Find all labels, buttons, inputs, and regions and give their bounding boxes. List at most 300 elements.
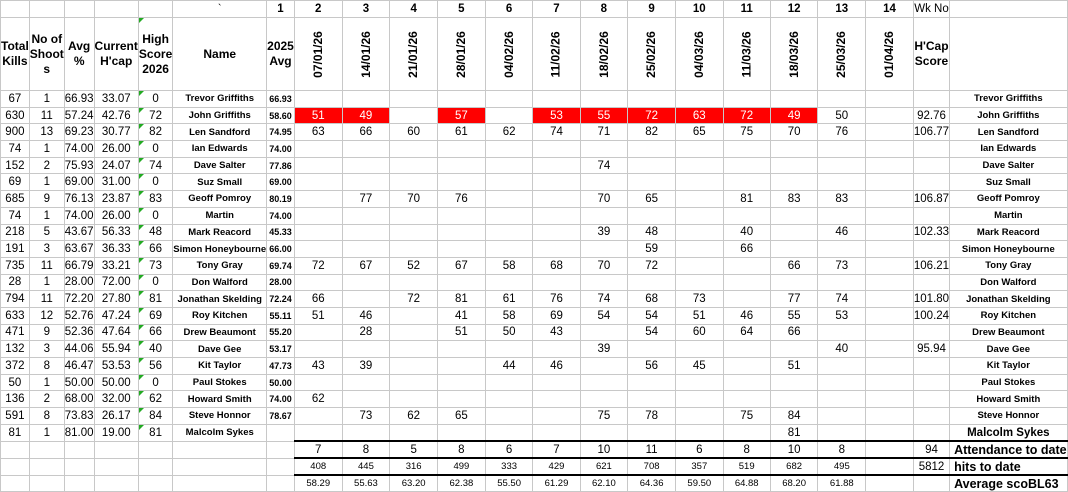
week-score [390, 274, 438, 291]
week-number: 1 [267, 1, 295, 18]
total-kills: 735 [1, 257, 30, 274]
week-score [485, 91, 533, 108]
week-score: 43 [533, 324, 580, 341]
week-number: 8 [580, 1, 628, 18]
week-score: 75 [723, 408, 770, 425]
table-row [1, 224, 1068, 241]
week-score [390, 174, 438, 191]
current-hcap: 47.24 [94, 307, 138, 324]
week-score [628, 374, 676, 391]
current-hcap: 36.33 [94, 241, 138, 258]
player-name: Dave Salter [173, 157, 267, 174]
week-score [438, 391, 486, 408]
date-header [675, 18, 723, 91]
current-hcap: 33.21 [94, 257, 138, 274]
hcap-score [913, 207, 949, 224]
week-score [675, 207, 723, 224]
player-name-right: Drew Beaumont [950, 324, 1068, 341]
week-score [533, 157, 580, 174]
week-score: 45 [675, 358, 723, 375]
week-score: 53 [533, 107, 580, 124]
date-header [533, 18, 580, 91]
player-name: Steve Honnor [173, 408, 267, 425]
hits-value: 408 [294, 458, 342, 475]
average-value: 68.20 [770, 475, 818, 492]
average-total [913, 475, 949, 492]
no-of-shoots: 1 [29, 91, 64, 108]
week-score [723, 157, 770, 174]
week-score: 82 [628, 124, 676, 141]
no-of-shoots: 9 [29, 191, 64, 208]
week-score [533, 141, 580, 158]
week-score [723, 291, 770, 308]
week-score: 65 [675, 124, 723, 141]
week-score: 43 [294, 358, 342, 375]
high-score: 0 [138, 91, 172, 108]
week-score [438, 424, 486, 441]
current-hcap: 32.00 [94, 391, 138, 408]
header-current-hcap: Current H'cap [94, 18, 138, 91]
hcap-score [913, 408, 949, 425]
current-hcap: 26.00 [94, 141, 138, 158]
week-score: 67 [438, 257, 486, 274]
week-score [866, 107, 914, 124]
player-name: Kit Taylor [173, 358, 267, 375]
week-score [294, 207, 342, 224]
avg-2025: 45.33 [267, 224, 295, 241]
date-label: 14/01/26 [358, 30, 373, 78]
week-score: 66 [770, 324, 818, 341]
week-score: 58 [485, 307, 533, 324]
high-score: 0 [138, 207, 172, 224]
week-score [485, 174, 533, 191]
hits-value: 519 [723, 458, 770, 475]
average-value: 58.29 [294, 475, 342, 492]
week-score [866, 91, 914, 108]
avg-pct: 69.23 [64, 124, 94, 141]
high-score: 83 [138, 191, 172, 208]
week-score [390, 358, 438, 375]
avg-pct: 28.00 [64, 274, 94, 291]
week-score: 62 [390, 408, 438, 425]
current-hcap: 31.00 [94, 174, 138, 191]
avg-2025: 80.19 [267, 191, 295, 208]
blank-cell [1, 1, 30, 18]
week-score [485, 274, 533, 291]
avg-2025: 58.60 [267, 107, 295, 124]
date-label: 21/01/26 [406, 30, 421, 78]
week-score [723, 274, 770, 291]
avg-2025: 28.00 [267, 274, 295, 291]
week-score: 51 [294, 107, 342, 124]
player-name-right: Roy Kitchen [950, 307, 1068, 324]
week-score: 51 [294, 307, 342, 324]
week-score [675, 274, 723, 291]
total-kills: 633 [1, 307, 30, 324]
week-score [438, 274, 486, 291]
week-score: 55 [770, 307, 818, 324]
week-score [390, 341, 438, 358]
table-row [1, 174, 1068, 191]
hcap-score [913, 324, 949, 341]
week-score [675, 191, 723, 208]
date-header [342, 18, 390, 91]
table-row [1, 141, 1068, 158]
week-score [390, 424, 438, 441]
week-score [628, 91, 676, 108]
week-score: 75 [580, 408, 628, 425]
week-score [770, 391, 818, 408]
week-score [866, 141, 914, 158]
week-score [818, 324, 866, 341]
week-score [485, 408, 533, 425]
avg-pct: 52.36 [64, 324, 94, 341]
week-number: 12 [770, 1, 818, 18]
date-label: 04/02/26 [501, 30, 516, 78]
week-score: 72 [723, 107, 770, 124]
week-score [533, 391, 580, 408]
week-score [438, 207, 486, 224]
table-row [1, 475, 1068, 492]
hits-value: 495 [818, 458, 866, 475]
date-header [294, 18, 342, 91]
week-score [533, 224, 580, 241]
week-score [390, 157, 438, 174]
week-score [294, 224, 342, 241]
week-score [675, 408, 723, 425]
date-header [438, 18, 486, 91]
week-score: 76 [533, 291, 580, 308]
player-name-right: Len Sandford [950, 124, 1068, 141]
no-of-shoots: 1 [29, 141, 64, 158]
week-score [675, 391, 723, 408]
avg-2025: 74.00 [267, 141, 295, 158]
hcap-score [913, 274, 949, 291]
blank-cell [94, 441, 138, 458]
avg-2025: 78.67 [267, 408, 295, 425]
table-row [1, 107, 1068, 124]
blank-cell [138, 458, 172, 475]
wk-no-label: Wk No [913, 1, 949, 18]
total-kills: 630 [1, 107, 30, 124]
date-header [628, 18, 676, 91]
week-score [866, 191, 914, 208]
date-header [770, 18, 818, 91]
week-score [390, 91, 438, 108]
no-of-shoots: 8 [29, 408, 64, 425]
total-kills: 81 [1, 424, 30, 441]
average-value: 55.63 [342, 475, 390, 492]
avg-2025: 66.93 [267, 91, 295, 108]
blank-cell [29, 441, 64, 458]
week-score [485, 224, 533, 241]
week-score [438, 341, 486, 358]
week-score [438, 91, 486, 108]
week-score: 51 [438, 324, 486, 341]
player-name-right: Malcolm Sykes [950, 424, 1068, 441]
week-score [866, 274, 914, 291]
blank-cell [173, 475, 267, 492]
blank-cell [1, 441, 30, 458]
table-row [1, 341, 1068, 358]
no-of-shoots: 2 [29, 391, 64, 408]
week-score [294, 191, 342, 208]
week-score: 50 [485, 324, 533, 341]
week-score: 39 [580, 341, 628, 358]
high-score: 0 [138, 141, 172, 158]
table-row [1, 324, 1068, 341]
total-kills: 69 [1, 174, 30, 191]
hcap-score [913, 358, 949, 375]
current-hcap: 53.53 [94, 358, 138, 375]
week-score [342, 291, 390, 308]
blank-cell [267, 441, 295, 458]
player-name-right: Dave Salter [950, 157, 1068, 174]
week-score [770, 91, 818, 108]
date-header [390, 18, 438, 91]
hits-value: 708 [628, 458, 676, 475]
week-score [533, 241, 580, 258]
week-score: 57 [438, 107, 486, 124]
week-score [866, 374, 914, 391]
player-name: Tony Gray [173, 257, 267, 274]
no-of-shoots: 11 [29, 257, 64, 274]
hcap-score: 102.33 [913, 224, 949, 241]
blank-cell [1, 458, 30, 475]
week-score: 51 [675, 307, 723, 324]
high-score: 0 [138, 174, 172, 191]
week-score: 77 [342, 191, 390, 208]
week-score [818, 374, 866, 391]
attendance-value: 8 [438, 441, 486, 458]
week-score [580, 141, 628, 158]
total-kills: 591 [1, 408, 30, 425]
week-score [485, 374, 533, 391]
week-score: 40 [723, 224, 770, 241]
date-label: 18/03/26 [786, 30, 801, 78]
week-score [866, 124, 914, 141]
hcap-score: 106.77 [913, 124, 949, 141]
high-score: 62 [138, 391, 172, 408]
week-score [342, 157, 390, 174]
no-of-shoots: 11 [29, 291, 64, 308]
week-score [866, 408, 914, 425]
week-score [628, 174, 676, 191]
average-value: 61.88 [818, 475, 866, 492]
week-score [723, 174, 770, 191]
player-name: John Griffiths [173, 107, 267, 124]
player-name-right: Tony Gray [950, 257, 1068, 274]
week-score [485, 391, 533, 408]
avg-pct: 68.00 [64, 391, 94, 408]
week-score [866, 241, 914, 258]
week-score: 66 [342, 124, 390, 141]
no-of-shoots: 5 [29, 224, 64, 241]
week-score: 62 [485, 124, 533, 141]
week-score [770, 241, 818, 258]
table-row [1, 1, 1068, 18]
week-score: 46 [342, 307, 390, 324]
blank-cell [64, 1, 94, 18]
high-score: 48 [138, 224, 172, 241]
player-name-right: Don Walford [950, 274, 1068, 291]
week-score [866, 207, 914, 224]
week-score [342, 91, 390, 108]
week-score [580, 274, 628, 291]
blank-cell [29, 1, 64, 18]
average-value: 64.36 [628, 475, 676, 492]
week-score: 83 [770, 191, 818, 208]
week-score: 75 [723, 124, 770, 141]
week-score [723, 374, 770, 391]
table-row [1, 358, 1068, 375]
week-score: 46 [818, 224, 866, 241]
avg-pct: 74.00 [64, 141, 94, 158]
week-score [675, 224, 723, 241]
avg-pct: 74.00 [64, 207, 94, 224]
hits-value: 621 [580, 458, 628, 475]
current-hcap: 55.94 [94, 341, 138, 358]
player-name-right: Martin [950, 207, 1068, 224]
week-score [866, 291, 914, 308]
week-score [770, 157, 818, 174]
week-score [675, 157, 723, 174]
table-row [1, 307, 1068, 324]
total-kills: 67 [1, 91, 30, 108]
week-score [723, 341, 770, 358]
week-score [866, 157, 914, 174]
table-row [1, 458, 1068, 475]
date-header [818, 18, 866, 91]
table-row [1, 241, 1068, 258]
total-kills: 28 [1, 274, 30, 291]
week-score [390, 224, 438, 241]
week-score [294, 157, 342, 174]
current-hcap: 24.07 [94, 157, 138, 174]
week-score [818, 274, 866, 291]
week-score [294, 274, 342, 291]
attendance-value: 7 [294, 441, 342, 458]
average-value: 62.10 [580, 475, 628, 492]
player-name: Len Sandford [173, 124, 267, 141]
week-score: 74 [580, 291, 628, 308]
blank-cell [29, 458, 64, 475]
week-number: 7 [533, 1, 580, 18]
attendance-value: 6 [675, 441, 723, 458]
attendance-value: 5 [390, 441, 438, 458]
hits-value: 499 [438, 458, 486, 475]
current-hcap: 56.33 [94, 224, 138, 241]
week-score: 70 [580, 191, 628, 208]
player-name-right: Jonathan Skelding [950, 291, 1068, 308]
week-score: 39 [342, 358, 390, 375]
average-value [866, 475, 914, 492]
week-score: 84 [770, 408, 818, 425]
attendance-value: 6 [485, 441, 533, 458]
week-number: 6 [485, 1, 533, 18]
player-name: Don Walford [173, 274, 267, 291]
high-score: 82 [138, 124, 172, 141]
header-high-score: High Score 2026 [138, 18, 172, 91]
table-row [1, 18, 1068, 91]
week-score [818, 358, 866, 375]
no-of-shoots: 1 [29, 207, 64, 224]
week-score [675, 374, 723, 391]
table-row [1, 274, 1068, 291]
week-score [628, 141, 676, 158]
table-row [1, 391, 1068, 408]
week-score: 46 [533, 358, 580, 375]
high-score: 72 [138, 107, 172, 124]
player-name: Ian Edwards [173, 141, 267, 158]
date-label: 04/03/26 [691, 30, 706, 78]
date-header [580, 18, 628, 91]
table-row [1, 191, 1068, 208]
high-score: 84 [138, 408, 172, 425]
week-score: 67 [342, 257, 390, 274]
player-name: Dave Gee [173, 341, 267, 358]
player-name: Malcolm Sykes [173, 424, 267, 441]
avg-pct: 50.00 [64, 374, 94, 391]
attendance-value: 11 [628, 441, 676, 458]
avg-2025: 55.20 [267, 324, 295, 341]
player-name: Suz Small [173, 174, 267, 191]
week-score [342, 141, 390, 158]
week-score [580, 324, 628, 341]
week-score [628, 424, 676, 441]
week-score: 52 [390, 257, 438, 274]
avg-2025: 74.00 [267, 207, 295, 224]
week-score: 65 [628, 191, 676, 208]
week-score [390, 107, 438, 124]
week-score: 70 [770, 124, 818, 141]
week-score [770, 341, 818, 358]
no-of-shoots: 3 [29, 241, 64, 258]
player-name: Martin [173, 207, 267, 224]
hits-value [866, 458, 914, 475]
average-label: Average scoBL63 [950, 475, 1068, 492]
hcap-score: 95.94 [913, 341, 949, 358]
date-label: 25/02/26 [644, 30, 659, 78]
player-name: Jonathan Skelding [173, 291, 267, 308]
week-score [723, 141, 770, 158]
avg-pct: 66.93 [64, 91, 94, 108]
week-score [533, 424, 580, 441]
week-score [818, 424, 866, 441]
week-score: 41 [438, 307, 486, 324]
week-score: 72 [294, 257, 342, 274]
week-score [485, 341, 533, 358]
week-score [533, 408, 580, 425]
blank-cell [173, 458, 267, 475]
attendance-value: 8 [723, 441, 770, 458]
hits-value: 357 [675, 458, 723, 475]
week-score [675, 91, 723, 108]
header-2025-avg: 2025 Avg [267, 18, 295, 91]
current-hcap: 23.87 [94, 191, 138, 208]
high-score: 81 [138, 424, 172, 441]
blank-cell [94, 475, 138, 492]
week-score [628, 207, 676, 224]
hits-value: 316 [390, 458, 438, 475]
week-score [438, 157, 486, 174]
week-score [485, 157, 533, 174]
avg-2025: 69.74 [267, 257, 295, 274]
week-score [390, 391, 438, 408]
week-score [723, 257, 770, 274]
week-score [438, 358, 486, 375]
no-of-shoots: 12 [29, 307, 64, 324]
